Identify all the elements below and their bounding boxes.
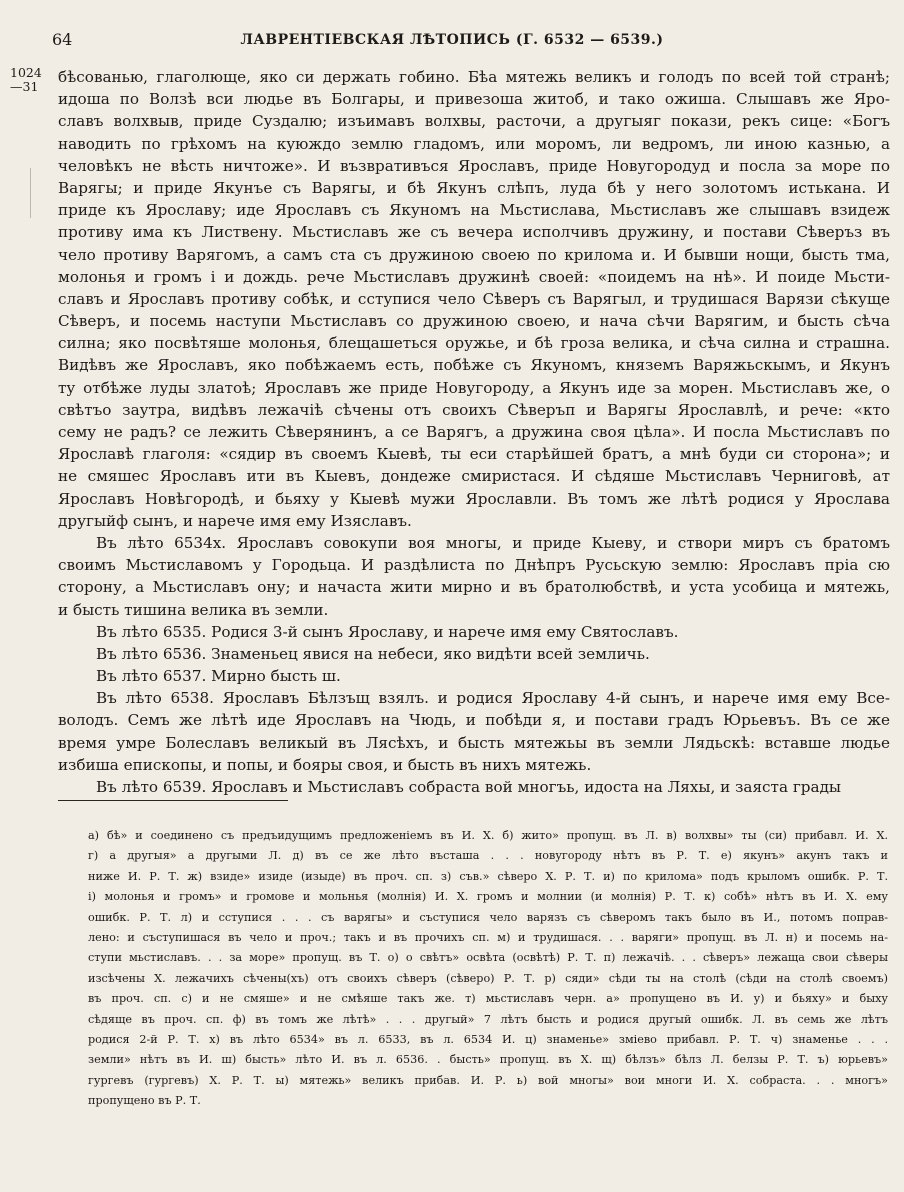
- text-line: избиша епископы, и попы, и бояры своя, и бысть въ нихъ мятежь.: [58, 755, 592, 774]
- text-line: Ярославѣ глаголя: «сядир въ своемъ Кыевѣ, ты еси старѣйшей братъ, а мнѣ буди си сторона»; и: [58, 445, 890, 464]
- footnote-line: г) а другыя» а другыми Л. д) въ се же лѣто въсташа . . . новугороду нѣтъ въ Р. Т. е) якунъ» акунъ такъ и: [88, 849, 888, 863]
- text-line: Въ лѣто 6538. Ярославъ Бѣлзъщ взялъ. и родися Ярославу 4-й сынъ, и нарече имя ему Все-: [96, 689, 890, 708]
- text-line: Ярославъ Новѣгородѣ, и бьяху у Кыевѣ мужи Ярославли. Въ томъ же лѣтѣ родися у Ярослава: [58, 489, 890, 508]
- text-line: Въ лѣто 6537. Мирно бысть ш.: [96, 667, 341, 686]
- footnotes: [88, 826, 888, 1111]
- text-line: славъ и Ярославъ противу собѣк, и сступися чело Сѣверъ съ Варягыл, и трудишася Варязи сѣкуще: [58, 289, 890, 308]
- text-line: сему не радъ? се лежить Сѣверянинъ, а се Варягъ, а дружина своя цѣла». И посла Мьстиславъ по: [58, 423, 890, 441]
- margin-pencil-mark: [30, 168, 53, 218]
- text-line: Въ лѣто 6539. Ярославъ и Мьстиславъ собраста вой многъь, идоста на Ляхы, и заяста грады: [96, 778, 842, 796]
- text-line: силна; яко посвѣтяше молонья, блещашеться оружье, и бѣ гроза велика, и сѣча силна и страшна.: [58, 334, 890, 353]
- text-line: другыйф сынъ, и нарече имя ему Изяславъ.: [58, 511, 412, 530]
- text-line: не смяшес Ярославъ ити въ Кыевъ, дондеже смиристася. И сѣдяше Мьстиславъ Черниговѣ, ат: [58, 467, 890, 486]
- text-line: бѣсованью, глаголюще, яко си держать гобино. Бѣа мятежь великъ и голодъ по всей той странѣ;: [58, 68, 890, 86]
- text-line: Въ лѣто 6536. Знаменьец явися на небеси, яко видѣти всей земличь.: [96, 644, 650, 663]
- text-line: славъ волхвыв, приде Суздалю; изъимавъ волхвы, расточи, а другыяг покази, рекъ сице: «Богъ: [58, 112, 890, 131]
- text-line: свѣтъо заутра, видѣвъ лежачіѣ сѣчены отъ своихъ Сѣверъп и Варягы Ярославлѣ, и рече: «кто: [58, 400, 890, 419]
- footnote-line: лено: и съступишася въ чело и проч.; такъ и въ прочихъ сп. м) и трудишася. . . варяги» пропущ. въ Л. н) и посемь на-: [88, 930, 888, 944]
- footnote-line: і) молонья и громъ» и громове и мольнья (молнія) И. Х. громъ и молнии (и молнія) Р. Т. к) собѣ» нѣтъ въ И. Х. ему: [88, 890, 888, 904]
- text-line: Въ лѣто 6534х. Ярославъ совокупи воя многы, и приде Кыеву, и створи миръ съ братомъ: [96, 533, 890, 552]
- text-line: приде къ Ярославу; иде Ярославъ съ Якуномъ на Мьстислава, Мьстиславъ же слышавъ взидеж: [58, 201, 890, 220]
- text-line: сторону, а Мьстиславъ ону; и начаста жити мирно и въ братолюбствѣ, и уста усобица и мятежь,: [58, 578, 890, 597]
- text-line: человѣкъ не вѣсть ничтоже». И възвративъся Ярославъ, приде Новугородуд и посла за море по: [58, 156, 890, 175]
- text-line: противу има къ Листвену. Мьстиславъ же съ вечера исполчивъ дружину, и постави Сѣверъз въ: [58, 223, 890, 242]
- footnote-line: ниже И. Р. Т. ж) взиде» изиде (изыде) въ проч. сп. з) съв.» сѣверо Х. Р. Т. и) по крилома» подъ крыломъ ошибк. Р. Т.: [88, 869, 888, 883]
- text-line: ту отбѣже луды златоѣ; Ярославъ же приде Новугороду, а Якунъ иде за морен. Мьстиславъ же, о: [58, 378, 890, 397]
- text-line: молонья и громъ і и дождь. рече Мьстиславъ дружинѣ своей: «поидемъ на нѣ». И поиде Мьсти-: [58, 267, 890, 286]
- footnote-line: изсѣчены Х. лежачихъ сѣчены(хъ) отъ своихъ сѣверъ (сѣверо) Р. Т. р) сяди» сѣди ты на столѣ (сѣди на столѣ своемъ): [88, 971, 888, 985]
- footnote-line: земли» нѣтъ въ И. ш) бысть» лѣто И. въ л. 6536. . бысть» пропущ. въ Х. щ) бѣлзъ» бѣлз Л. белзы Р. Т. ъ) юрьевъ»: [88, 1053, 888, 1067]
- text-line: чело противу Варягомъ, а самъ ста съ дружиною своею по крилома и. И бывши нощи, бысть тма,: [58, 245, 890, 264]
- footnote-line: гургевъ (гургевъ) Х. Р. Т. ы) мятежь» великъ прибав. И. Р. ь) вой многы» вои многи И. Х. собраста. . . многъ»: [88, 1073, 888, 1087]
- text-line: Видѣвъ же Ярославъ, яко побѣжаемъ есть, побѣже съ Якуномъ, княземъ Варяжьскымъ, и Якунъ: [58, 356, 890, 375]
- footnote-line: а) бѣ» и соединено съ предъидущимъ предложеніемъ въ И. Х. б) жито» пропущ. въ Л. в) волхвы» ты (си) прибавл. И. Х.: [88, 829, 888, 842]
- text-line: володъ. Семъ же лѣтѣ иде Ярославъ на Чюдь, и побѣди я, и постави градъ Юрьевъъ. Въ се же: [58, 711, 890, 730]
- text-line: идоша по Волзѣ вси людье въ Болгары, и привезоша житоб, и тако ожиша. Слышавъ же Яро-: [58, 90, 890, 109]
- footnote-line: сѣдяще въ проч. сп. ф) въ томъ же лѣтѣ» . . . другый» 7 лѣтъ бысть и родися другый ошибк. Л. въ семь же лѣтъ: [88, 1012, 888, 1026]
- text-line: своимъ Мьстиславомъ у Городьца. И раздѣлиста по Днѣпръ Русьскую землю: Ярославъ пріа сю: [58, 556, 890, 575]
- text-line: время умре Болеславъ великый въ Лясѣхъ, и бысть мятежьы въ земли Лядьскѣ: вставше людье: [58, 733, 890, 752]
- margin-year-range: [10, 66, 42, 94]
- footnote-separator: [58, 800, 288, 801]
- footnote-line: пропущено въ Р. Т.: [88, 1094, 201, 1108]
- text-line: Варягы; и приде Якунъе съ Варягы, и бѣ Якунъ слѣпъ, луда бѣ у него золотомъ истькана. И: [58, 178, 890, 197]
- page-header: [52, 30, 852, 52]
- footnote-line: ошибк. Р. Т. л) и сступися . . . съ варягы» и съступися чело варязъ съ сѣверомъ такъ было въ И., потомъ поправ-: [88, 910, 888, 924]
- page-number: 64: [52, 30, 73, 49]
- chronicle-text: [58, 66, 890, 798]
- margin-year-start: 1024: [10, 65, 42, 80]
- text-line: Сѣверъ, и посемь наступи Мьстиславъ со дружиною своею, и нача сѣчи Варягим, и бысть сѣча: [58, 312, 890, 331]
- footnote-line: въ проч. сп. с) и не смяше» и не смѣяше такъ же. т) мьстиславъ черн. а» пропущено въ И. у) и бьяху» и быху: [88, 992, 888, 1006]
- running-title: ЛАВРЕНТІЕВСКАЯ ЛѢТОПИСЬ (Г. 6532 — 6539.): [240, 32, 664, 48]
- text-line: и бысть тишина велика въ земли.: [58, 600, 329, 619]
- footnote-line: ступи мьстиславъ. . . за море» пропущ. въ Т. о) о свѣтъ» освѣта (освѣтѣ) Р. Т. п) лежачіѣ. . . сѣверъ» лежаща свои сѣверы: [88, 951, 888, 965]
- text-line: Въ лѣто 6535. Родися 3-й сынъ Ярославу, и нарече имя ему Святославъ.: [96, 622, 679, 641]
- text-line: наводить по грѣхомъ на куюждо землю гладомъ, или моромъ, ли ведромъ, ли иною казнью, а: [58, 134, 890, 153]
- margin-year-end: —31: [10, 79, 39, 94]
- footnote-line: родися 2-й Р. Т. х) въ лѣто 6534» въ л. 6533, въ л. 6534 И. ц) знаменье» зміево прибавл. Р. Т. ч) знаменье . . .: [88, 1032, 888, 1046]
